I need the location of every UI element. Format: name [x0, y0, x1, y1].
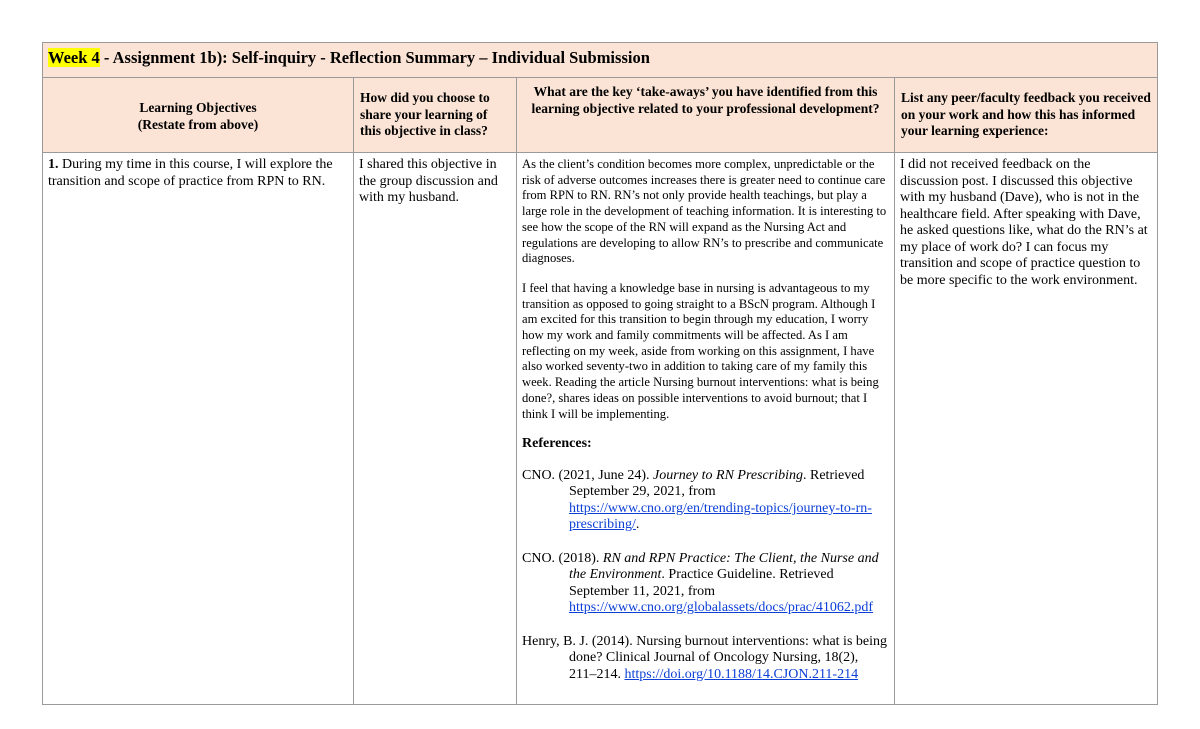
takeaway-paragraph-1: As the client’s condition becomes more complex, unpredictable or the risk of adverse outcomes increases there is greater need to continue care from RPN to RN. RN’s not only provide health teachings, but play a large role in the development of teaching information. It is interesting to see how the scope of the RN will expand as the Nursing Act and regulations are developing to allow RN’s to prescribe and communicate diagnoses.: [522, 157, 887, 266]
ref1-end: .: [635, 517, 640, 533]
ref2-link[interactable]: https://www.cno.org/globalassets/docs/prac/41062.pdf: [569, 600, 874, 616]
header-col4-text: List any peer/faculty feedback you received on your work and how this has informed your learning experience:: [901, 90, 1151, 139]
ref3-link[interactable]: https://doi.org/10.1188/14.CJON.211-214: [624, 666, 859, 682]
objective-cell: [43, 153, 354, 705]
objective-number: 1.: [48, 157, 59, 172]
ref3-citation: Henry, B. J. (2014). Nursing burnout interventions: what is being done? Clinical Journal of Oncology Nursing, 18(2), 211–214.: [522, 633, 887, 682]
takeaway-paragraph-2: I feel that having a knowledge base in nursing is advantageous to my transition as opposed to going straight to a BScN program. Although I am excited for this transition to begin through my education, I worry how my work and family commitments will be affected. As I am reflecting on my week, aside from working on this assignment, I have also worked seventy-two in addition to taking care of my family this week. Reading the article Nursing burnout interventions: what is being done?, shares ideas on possible interventions to avoid burnout; that I think I will be implementing.: [522, 280, 879, 421]
ref2-title: RN and RPN Practice: The Client, the Nurse and the Environment: [569, 550, 879, 583]
sharing-text: I shared this objective in the group discussion and with my husband.: [359, 157, 498, 205]
header-col3-text: What are the key ‘take-aways’ you have identified from this learning objective related to your professional development?: [531, 84, 880, 116]
ref1-link[interactable]: https://www.cno.org/en/trending-topics/journey-to-rn-prescribing/: [569, 500, 872, 533]
sharing-cell: [354, 153, 517, 705]
header-col1-line2: (Restate from above): [137, 116, 259, 132]
reference-2: [522, 551, 889, 617]
objective-text: During my time in this course, I will explore the transition and scope of practice from RPN to RN.: [48, 157, 333, 189]
ref1-author: CNO. (2021, June 24).: [522, 467, 654, 483]
feedback-text: I did not received feedback on the discussion post. I discussed this objective with my husband (Dave), who is not in the healthcare field. After speaking with Dave, he asked questions like, what do the RN’s at my place of work do? I can focus my transition and scope of practice question to be more specific to the work environment.: [900, 157, 1148, 288]
reference-3: [522, 634, 889, 684]
title-row: [43, 43, 1158, 78]
reference-1: [522, 468, 889, 534]
header-col1-line1: Learning Objectives: [139, 100, 257, 115]
ref2-retrieved: . Practice Guideline. Retrieved September 11, 2021, from: [569, 567, 834, 599]
content-row: [43, 153, 1158, 705]
week-highlight: Week 4: [48, 48, 100, 67]
ref1-retrieved: . Retrieved September 29, 2021, from: [569, 467, 865, 500]
feedback-cell: [895, 153, 1158, 705]
references-heading: References:: [522, 436, 592, 452]
header-takeaways: [517, 78, 895, 153]
assignment-title-text: - Assignment 1b): Self-inquiry - Reflection Summary – Individual Submission: [99, 48, 650, 67]
assignment-title: [43, 43, 1158, 78]
header-learning-objectives: [43, 78, 354, 153]
header-col2-text: How did you choose to share your learning of this objective in class?: [360, 90, 490, 139]
takeaways-cell: [517, 153, 895, 705]
header-sharing: [354, 78, 517, 153]
header-row: [43, 78, 1158, 153]
ref2-author: CNO. (2018).: [522, 550, 603, 566]
reflection-table: [42, 42, 1158, 705]
ref1-title: Journey to RN Prescribing: [653, 467, 803, 483]
header-feedback: [895, 78, 1158, 153]
